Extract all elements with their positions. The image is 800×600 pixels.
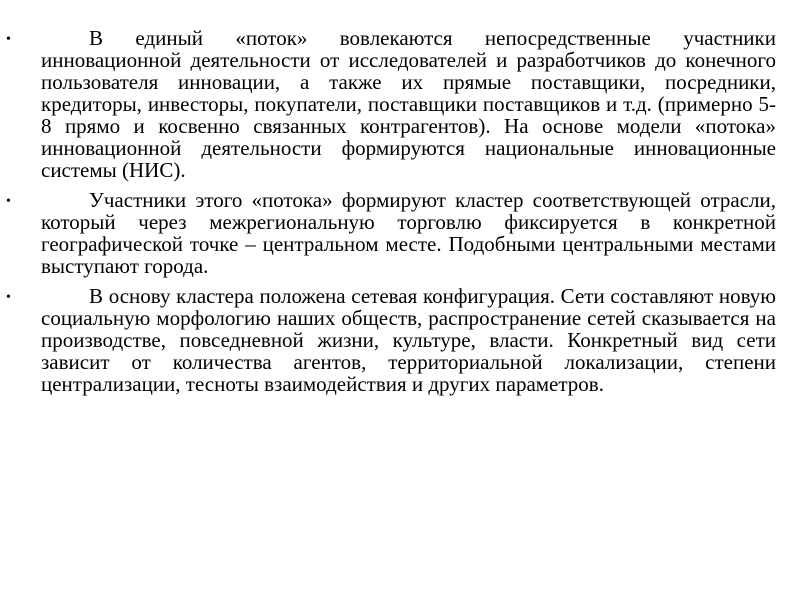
list-item <box>0 189 776 277</box>
paragraph-text: В основу кластера положена сетевая конфигурация. Сети составляют новую социальную морфологию наших обществ, распространение сетей сказывается на производстве, повседневной жизни, культуре, власти. Конкретный вид сети зависит от количества агентов, территориальной локализации, степени централизации, тесноты взаимодействия и других параметров. <box>41 284 776 396</box>
bullet-icon: • <box>6 194 11 209</box>
paragraph-text: Участники этого «потока» формируют кластер соответствующей отрасли, который через межрегиональную торговлю фиксируется в конкретной географической точке – центральном месте. Подобными центральными местами выступают города. <box>41 188 776 278</box>
paragraph-text: В единый «поток» вовлекаются непосредственные участники инновационной деятельности от исследователей и разработчиков до конечного пользователя инновации, а также их прямые поставщики, посредники, кредиторы, инвесторы, покупатели, поставщики поставщиков и т.д. (примерно 5-8 прямо и косвенно связанных контрагентов). На основе модели «потока» инновационной деятельности формируются национальные инновационные системы (НИС). <box>41 26 776 182</box>
bullet-icon: • <box>6 32 11 47</box>
bullet-icon: • <box>6 290 11 305</box>
bullet-list <box>0 27 776 395</box>
list-item <box>0 285 776 395</box>
list-item <box>0 27 776 181</box>
